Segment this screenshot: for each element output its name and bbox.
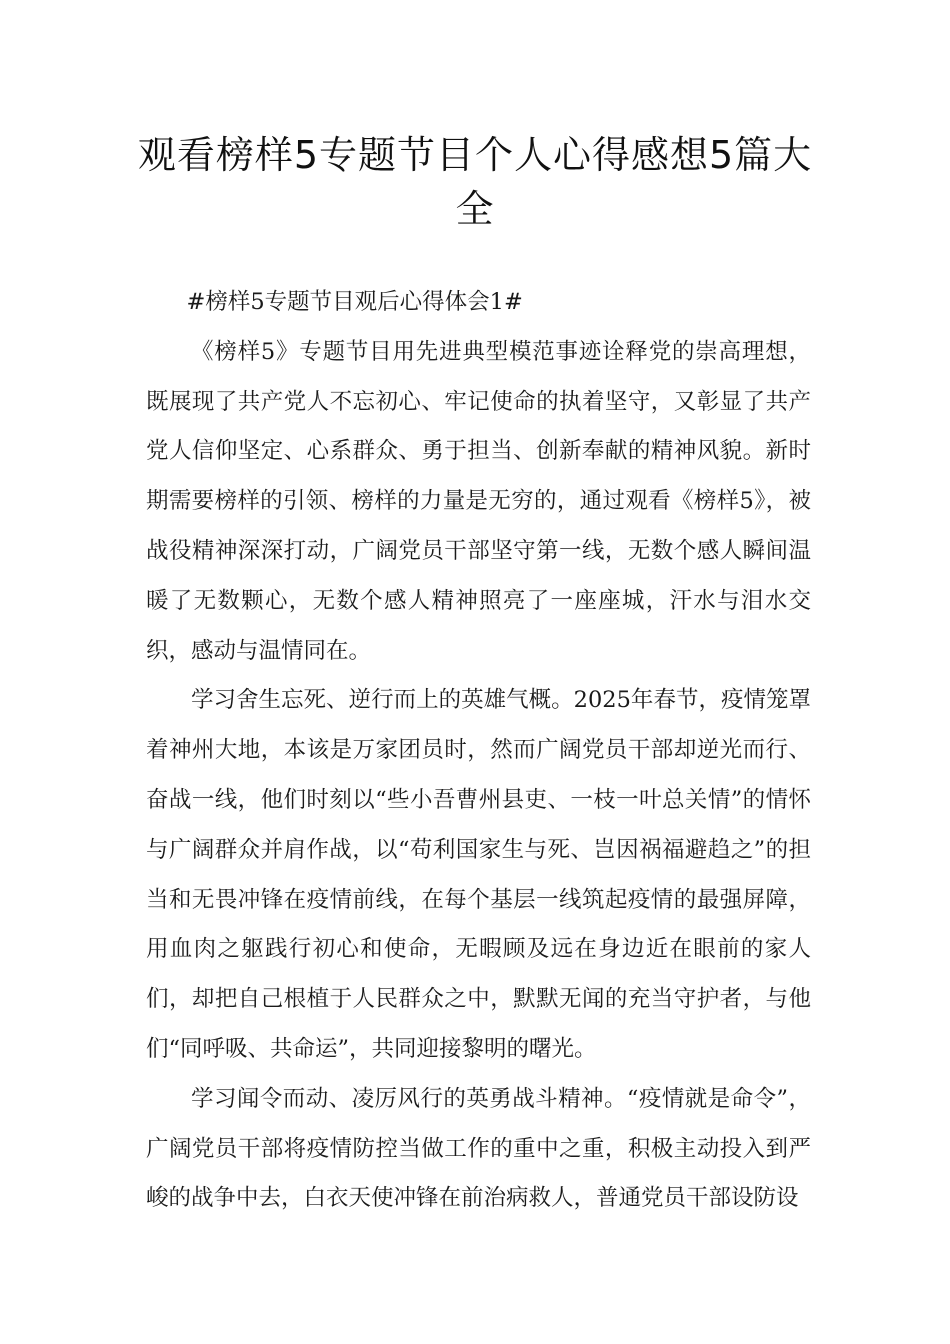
document-body bbox=[146, 278, 811, 1224]
section-heading: #榜样5专题节目观后心得体会1# bbox=[186, 289, 523, 315]
document-title: 观看榜样5专题节目个人心得感想5篇大全 bbox=[137, 133, 813, 231]
body-paragraph: 学习舍生忘死、逆行而上的英雄气概。2025年春节，疫情笼罩着神州大地，本该是万家团员时，然而广阔党员干部却逆光而行、奋战一线，他们时刻以“些小吾曹州县吏、一枝一叶总关情”的情怀与广阔群众并肩作战，以“苟利国家生与死、岂因祸福避趋之”的担当和无畏冲锋在疫情前线，在每个基层一线筑起疫情的最强屏障，用血肉之躯践行初心和使命，无暇顾及远在身边近在眼前的家人们，却把自己根植于人民群众之中，默默无闻的充当守护者，与他们“同呼吸、共命运”，共同迎接黎明的曙光。 bbox=[146, 687, 811, 1062]
body-paragraph: 《榜样5》专题节目用先进典型模范事迹诠释党的崇高理想，既展现了共产党人不忘初心、牢记使命的执着坚守，又彰显了共产党人信仰坚定、心系群众、勇于担当、创新奉献的精神风貌。新时期需要榜样的引领、榜样的力量是无穷的，通过观看《榜样5》，被战役精神深深打动，广阔党员干部坚守第一线，无数个感人瞬间温暖了无数颗心，无数个感人精神照亮了一座座城，汗水与泪水交织，感动与温情同在。 bbox=[146, 338, 811, 664]
body-paragraph: 学习闻令而动、凌厉风行的英勇战斗精神。“疫情就是命令”，广阔党员干部将疫情防控当做工作的重中之重，积极主动投入到严峻的战争中去，白衣天使冲锋在前治病救人，普通党员干部设防设 bbox=[146, 1085, 811, 1212]
